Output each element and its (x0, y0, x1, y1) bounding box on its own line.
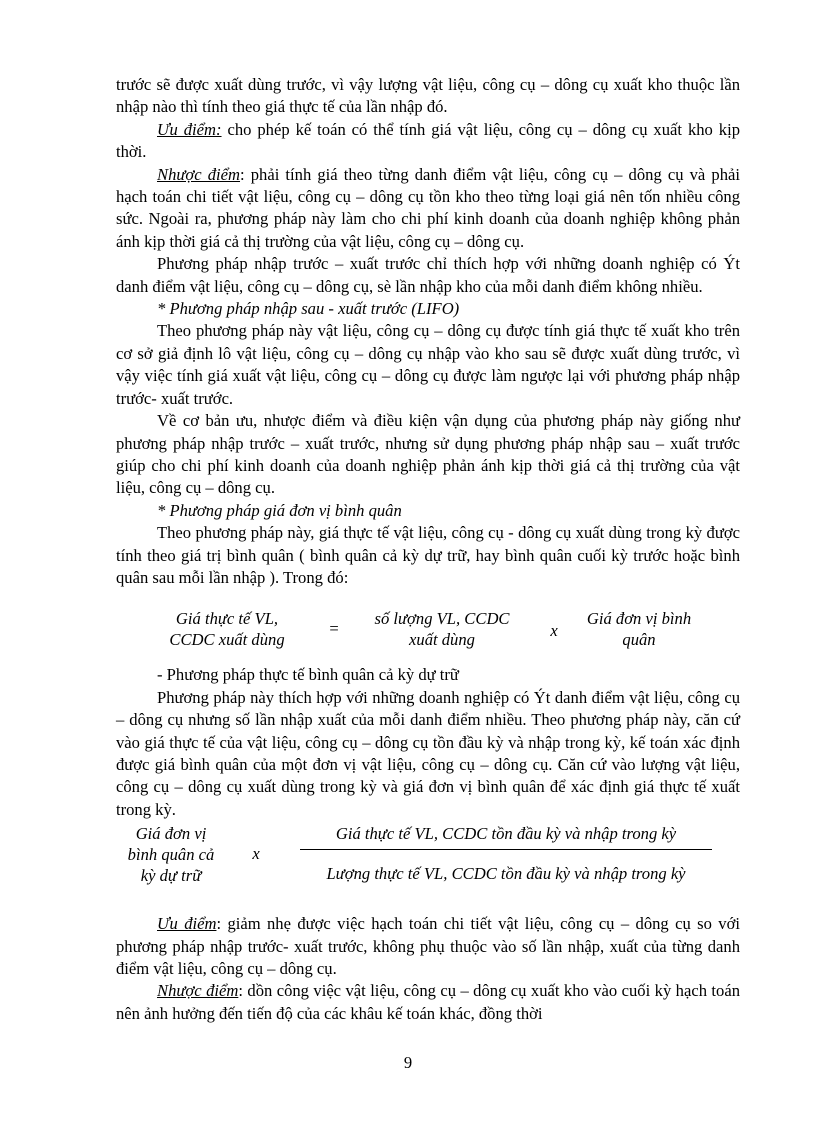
formula1-unit-price (564, 608, 714, 650)
fraction-bar (300, 849, 712, 850)
disadvantages-label: Nhược điểm (157, 164, 241, 184)
formula1-mid-line1: số lượng VL, CCDC (374, 609, 510, 629)
formula2-lhs-line3: kỳ dự trữ (140, 866, 202, 886)
formula2-denominator: Lượng thực tế VL, CCDC tồn đầu kỳ và nhập trong kỳ (326, 864, 686, 884)
formula-unit-average-price (116, 821, 740, 899)
advantages-label: Ưu điểm: (157, 119, 222, 139)
advantages-text-2: : giảm nhẹ được việc hạch toán chi tiết vật liệu, công cụ – dông cụ so với phương pháp nhập trước- xuất trước, không phụ thuộc vào số lần nhập, xuất của từng danh điểm vật liệu, công cụ – dông cụ. (116, 914, 740, 978)
paragraph-period-average: Phương pháp này thích hợp với những doanh nghiệp có Ýt danh điểm vật liệu, công cụ – dông cụ nhưng số lần nhập xuất của mỗi danh điểm nhiều. Theo phương pháp này, căn cứ vào giá thực tế của vật liệu, công cụ – dông cụ tồn đầu kỳ và nhập trong kỳ, kế toán xác định được giá bình quân của một đơn vị vật liệu, công cụ – dông cụ. Căn cứ vào lượng vật liệu, công cụ – dông cụ xuất dùng trong kỳ và giá đơn vị bình quân để xác định giá thực tế xuất trong kỳ. (116, 687, 740, 819)
disadvantages-label-2: Nhược điểm (157, 981, 239, 1001)
paragraph-lifo-evaluation: Về cơ bản ưu, nhược điểm và điều kiện vận dụng của phương pháp này giống như phương pháp nhập trước – xuất trước, nhưng sử dụng phương pháp nhập sau – xuất trước giúp cho chi phí kinh doanh của doanh nghiệp phản ánh kịp thời giá cả thị trường của vật liệu, công cụ – dông cụ. (116, 411, 740, 498)
formula-actual-price (116, 594, 740, 664)
formula1-rhs-line2: quân (622, 630, 656, 650)
paragraph-lifo-method: Theo phương pháp này vật liệu, công cụ – dông cụ được tính giá thực tế xuất kho trên cơ sở giả định lô vật liệu, công cụ – dông cụ nhập vào kho sau sẽ được xuất dùng trước, vì vậy việc tính giá xuất vật liệu, công cụ – dông cụ được làm ngược lại với phương pháp nhập trước- xuất trước. (116, 321, 740, 408)
formula2-lhs (112, 823, 230, 886)
document-page (116, 74, 740, 1025)
formula1-equals: = (329, 619, 339, 639)
advantages-label-2: Ưu điểm (157, 914, 217, 934)
heading-lifo: * Phương pháp nhập sau - xuất trước (LIFO) (157, 299, 460, 319)
formula2-numerator: Giá thực tế VL, CCDC tồn đầu kỳ và nhập trong kỳ (335, 824, 677, 844)
paragraph-disadvantages-fifo (116, 164, 740, 254)
formula1-rhs-line1: Giá đơn vị bình (586, 609, 692, 629)
heading-average-price: * Phương pháp giá đơn vị bình quân (157, 500, 402, 520)
heading-period-average: - Phương pháp thực tế bình quân cả kỳ dự trữ (157, 665, 459, 685)
formula1-lhs (152, 608, 302, 650)
disadvantages-text-2: : dồn công việc vật liệu, công cụ – dông cụ xuất kho vào cuối kỳ hạch toán nên ảnh hưởng đến tiến độ của các khâu kế toán khác, đồng thời (116, 981, 741, 1023)
paragraph-fifo-suitability: Phương pháp nhập trước – xuất trước chỉ thích hợp với những doanh nghiệp có Ýt danh điểm vật liệu, công cụ – dông cụ, sè lần nhập kho của mỗi danh điểm không nhiều. (116, 254, 740, 296)
page-number: 9 (403, 1053, 413, 1072)
formula1-mid-line2: xuất dùng (409, 630, 475, 650)
formula1-quantity (352, 608, 532, 650)
formula2-lhs-line2: bình quân cả (127, 845, 215, 865)
formula2-lhs-line1: Giá đơn vị (135, 824, 207, 844)
formula2-times: x (252, 844, 260, 864)
formula1-lhs-line2: CCDC xuất dùng (169, 630, 285, 650)
paragraph-advantages-average (116, 913, 740, 980)
paragraph-average-method: Theo phương pháp này, giá thực tế vật liệu, công cụ - dông cụ xuất dùng trong kỳ được tính theo giá trị bình quân ( bình quân cả kỳ dự trữ, hay bình quân cuối kỳ trước hoặc bình quân sau mỗi lần nhập ). Trong đó: (116, 523, 740, 587)
paragraph-1: trước sẽ được xuất dùng trước, vì vậy lượng vật liệu, công cụ – dông cụ xuất kho thuộc lần nhập nào thì tính theo giá thực tế của lần nhập đó. (116, 75, 740, 117)
paragraph-advantages-fifo (116, 119, 740, 164)
paragraph-disadvantages-average (116, 980, 740, 1025)
formula1-lhs-line1: Giá thực tế VL, (175, 609, 279, 629)
formula1-times: x (550, 621, 558, 641)
disadvantages-text: : phải tính giá theo từng danh điểm vật liệu, công cụ – dông cụ và phải hạch toán chi tiết vật liệu, công cụ – dông cụ tồn kho theo từng loại giá nên tốn nhiều công sức. Ngoài ra, phương pháp này làm cho chi phí kinh doanh của doanh nghiệp không phản ánh kịp thời giá cả thị trường của vật liệu, công cụ – dông cụ. (116, 164, 740, 251)
advantages-text: cho phép kế toán có thể tính giá vật liệu, công cụ – dông cụ xuất kho kịp thời. (116, 119, 740, 162)
